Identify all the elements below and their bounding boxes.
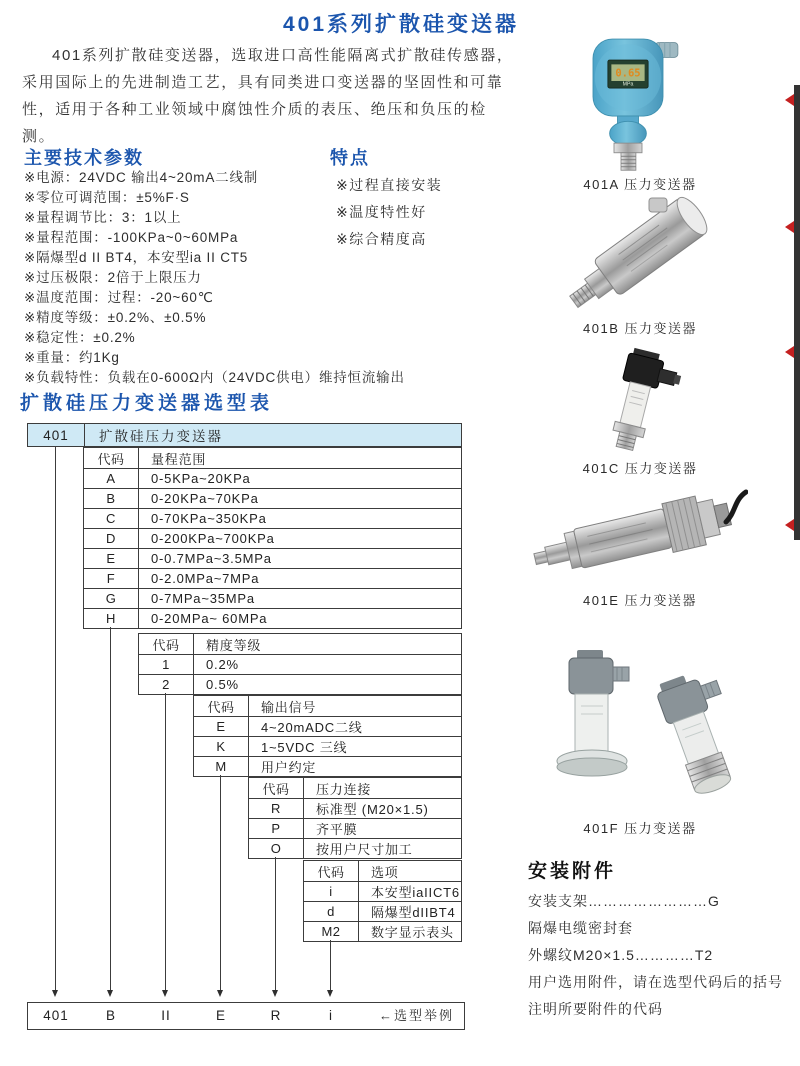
tech-param-item: ※精度等级：±0.2%、±0.5% — [24, 310, 207, 325]
product-image-401e — [528, 484, 748, 584]
down-arrow-icon — [52, 990, 58, 997]
code-cell: d — [304, 902, 359, 921]
selection-group-accuracy — [138, 633, 462, 695]
selection-group-range — [83, 447, 462, 629]
accessory-line: 隔爆电缆密封套 — [528, 920, 633, 936]
table-row — [249, 818, 461, 838]
value-header-cell: 输出信号 — [261, 699, 317, 715]
table-row — [84, 568, 461, 588]
edge-marker-icon — [785, 519, 794, 531]
accessories-heading: 安装附件 — [528, 861, 617, 882]
table-row — [194, 756, 461, 776]
root-label-cell: 扩散硅压力变送器 — [99, 429, 223, 444]
tech-param-item: ※过压极限：2倍于上限压力 — [24, 270, 202, 285]
edge-marker-icon — [785, 94, 794, 106]
page-edge-bar — [794, 85, 800, 540]
product-caption-401c: 401C 压力变送器 — [582, 461, 698, 476]
value-cell: 0-20KPa~70KPa — [151, 491, 259, 506]
table-row — [84, 548, 461, 568]
code-cell: A — [84, 469, 139, 488]
device-left — [557, 650, 629, 776]
tech-param-item: ※负载特性：负载在0-600Ω内（24VDC供电）维持恒流输出 — [24, 370, 405, 385]
code-header-cell: 代码 — [249, 778, 304, 798]
value-header-cell: 压力连接 — [316, 781, 372, 797]
table-row — [194, 736, 461, 756]
table-row — [304, 921, 461, 941]
connector-line — [330, 940, 331, 990]
code-header-cell: 代码 — [304, 861, 359, 881]
product-image-401f — [533, 640, 763, 810]
table-row — [84, 448, 461, 468]
edge-marker-icon — [785, 346, 794, 358]
page-title: 401系列扩散硅变送器 — [283, 13, 520, 36]
code-cell: P — [249, 819, 304, 838]
product-image-401c — [572, 346, 702, 454]
selection-table-heading: 扩散硅压力变送器选型表 — [20, 393, 274, 414]
down-arrow-icon — [327, 990, 333, 997]
connector-line — [275, 857, 276, 990]
product-image-401a — [565, 32, 705, 172]
tech-param-item: ※稳定性：±0.2% — [24, 330, 136, 345]
connector-line — [165, 693, 166, 990]
accessory-line: 用户选用附件，请在选型代码后的括号 — [528, 974, 783, 990]
code-cell: H — [84, 609, 139, 628]
edge-marker-icon — [785, 221, 794, 233]
selection-group-connection — [248, 777, 462, 859]
table-row — [84, 528, 461, 548]
example-value: 401 — [43, 1008, 69, 1023]
feature-item: ※综合精度高 — [336, 231, 427, 247]
code-cell: R — [249, 799, 304, 818]
device-right — [654, 665, 752, 798]
value-cell: 标准型 (M20×1.5) — [316, 802, 429, 817]
features-heading: 特点 — [330, 148, 370, 168]
table-row — [249, 778, 461, 798]
table-row — [249, 838, 461, 858]
tech-param-item: ※量程范围：-100KPa~0~60MPa — [24, 230, 239, 245]
value-cell: 0.5% — [206, 677, 239, 692]
value-header-cell: 精度等级 — [206, 637, 262, 653]
code-cell: C — [84, 509, 139, 528]
table-row — [84, 508, 461, 528]
tech-param-item: ※零位可调范围：±5%F·S — [24, 190, 190, 205]
feature-item: ※过程直接安装 — [336, 177, 443, 193]
value-cell: 4~20mADC二线 — [261, 720, 363, 735]
table-row — [84, 468, 461, 488]
table-row — [194, 716, 461, 736]
value-cell: 0-2.0MPa~7MPa — [151, 571, 260, 586]
code-cell: D — [84, 529, 139, 548]
tech-params-heading: 主要技术参数 — [24, 148, 144, 168]
connector-line — [55, 447, 56, 990]
value-cell: 0-200KPa~700KPa — [151, 531, 275, 546]
value-cell: 0-5KPa~20KPa — [151, 471, 251, 486]
svg-text:MPa: MPa — [622, 81, 634, 88]
value-cell: 数字显示表头 — [371, 925, 454, 940]
code-cell: M — [194, 757, 249, 776]
tech-param-item: ※重量：约1Kg — [24, 350, 120, 365]
tech-param-item: ※电源：24VDC 输出4~20mA二线制 — [24, 170, 259, 185]
value-header-cell: 量程范围 — [151, 451, 207, 467]
selection-group-output — [193, 695, 462, 777]
value-header-cell: 选项 — [371, 864, 399, 880]
tech-param-item: ※量程调节比：3：1以上 — [24, 210, 182, 225]
table-row — [304, 881, 461, 901]
code-header-cell: 代码 — [194, 696, 249, 716]
table-row — [304, 861, 461, 881]
example-value: E — [215, 1008, 227, 1023]
root-code-cell: 401 — [28, 424, 85, 446]
code-cell: O — [249, 839, 304, 858]
intro-paragraph: 401系列扩散硅变送器，选取进口高性能隔离式扩散硅传感器，采用国际上的先进制造工艺，具有同类进口变送器的坚固性和可靠性，适用于各种工业领域中腐蚀性介质的表压、绝压和负压的检测。 — [22, 47, 514, 145]
table-row — [84, 588, 461, 608]
product-image-401b — [553, 196, 728, 314]
product-caption-401e: 401E 压力变送器 — [583, 593, 697, 608]
value-cell: 0-7MPa~35MPa — [151, 591, 255, 606]
code-cell: E — [194, 717, 249, 736]
tech-param-item: ※隔爆型d II BT4，本安型ia II CT5 — [24, 250, 249, 265]
code-cell: G — [84, 589, 139, 608]
accessory-line: 安装支架……………………G — [528, 893, 720, 909]
feature-item: ※温度特性好 — [336, 204, 427, 220]
value-cell: 齐平膜 — [316, 822, 358, 837]
table-row — [84, 608, 461, 628]
product-caption-401b: 401B 压力变送器 — [583, 321, 697, 336]
code-header-cell: 代码 — [84, 448, 139, 468]
accessory-line: 注明所要附件的代码 — [528, 1001, 663, 1017]
value-cell: 1~5VDC 三线 — [261, 740, 348, 755]
down-arrow-icon — [272, 990, 278, 997]
value-cell: 用户约定 — [261, 760, 317, 775]
tech-param-item: ※温度范围：过程：-20~60℃ — [24, 290, 214, 305]
connector-line — [110, 627, 111, 990]
example-value: i — [329, 1008, 333, 1023]
table-row — [139, 654, 461, 674]
code-cell: B — [84, 489, 139, 508]
code-cell: 2 — [139, 675, 194, 694]
svg-text:0.65: 0.65 — [615, 67, 641, 80]
example-value: B — [105, 1008, 117, 1023]
selection-group-options — [303, 860, 462, 942]
down-arrow-icon — [162, 990, 168, 997]
accessory-line: 外螺纹M20×1.5…………T2 — [528, 947, 714, 963]
table-row — [249, 798, 461, 818]
value-cell: 本安型iaIICT6 — [371, 885, 460, 900]
accessories-list — [528, 888, 793, 1023]
product-caption-401f: 401F 压力变送器 — [583, 821, 697, 836]
value-cell: 0-0.7MPa~3.5MPa — [151, 551, 272, 566]
features-list — [336, 172, 442, 253]
down-arrow-icon — [107, 990, 113, 997]
connector-line — [220, 775, 221, 990]
table-row — [84, 488, 461, 508]
code-cell: F — [84, 569, 139, 588]
table-row — [304, 901, 461, 921]
code-cell: i — [304, 882, 359, 901]
product-caption-401a: 401A 压力变送器 — [583, 177, 697, 192]
value-cell: 按用户尺寸加工 — [316, 842, 413, 857]
table-row — [139, 674, 461, 694]
code-header-cell: 代码 — [139, 634, 194, 654]
value-cell: 隔爆型dIIBT4 — [371, 905, 456, 920]
code-cell: K — [194, 737, 249, 756]
code-cell: E — [84, 549, 139, 568]
example-value: R — [270, 1008, 282, 1023]
down-arrow-icon — [217, 990, 223, 997]
table-row — [194, 696, 461, 716]
value-cell: 0-20MPa~ 60MPa — [151, 611, 268, 626]
example-label: ←选型举例 — [379, 1008, 455, 1023]
table-row — [139, 634, 461, 654]
value-cell: 0.2% — [206, 657, 239, 672]
selection-example-row — [27, 1002, 465, 1030]
selection-table-root-row — [27, 423, 462, 447]
value-cell: 0-70KPa~350KPa — [151, 511, 267, 526]
code-cell: 1 — [139, 655, 194, 674]
example-value: II — [161, 1008, 171, 1023]
code-cell: M2 — [304, 922, 359, 941]
